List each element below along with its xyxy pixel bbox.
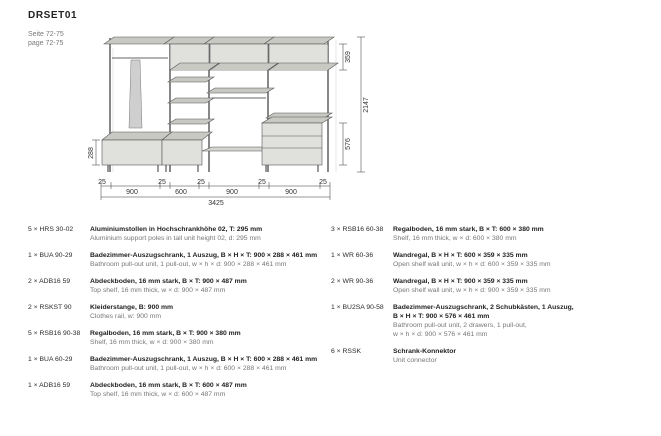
pullout-unit <box>102 140 162 165</box>
part-qty: 5 × RSB16 90-38 <box>28 330 81 337</box>
part-desc-de: Abdeckboden, 16 mm stark, B × T: 900 × 487 mm <box>90 278 247 285</box>
shelf <box>168 77 214 82</box>
part-desc-de: Regalboden, 16 mm stark, B × T: 600 × 380 mm <box>393 226 544 233</box>
part-desc-de: Badezimmer-Auszugschrank, 2 Schubkästen, 1 Auszug, <box>393 304 574 311</box>
shelf <box>207 88 274 93</box>
wall-shelf-height-label: 359 <box>345 51 352 63</box>
part-desc-en: Bathroom pull-out unit, 1 pull-out, w × h × d: 900 × 288 × 461 mm <box>90 261 287 268</box>
part-item <box>331 251 631 269</box>
set-title: DRSET01 <box>28 10 78 21</box>
wall-shelf-units <box>170 44 338 70</box>
unit-feet <box>108 165 318 172</box>
part-desc-de: Regalboden, 16 mm stark, B × T: 900 × 380 mm <box>90 330 241 337</box>
part-qty: 5 × HRS 30-02 <box>28 226 74 233</box>
page-ref-de: Seite 72-75 <box>28 31 64 38</box>
top-shelf <box>204 37 274 44</box>
part-qty: 1 × BU2SA 90-58 <box>331 304 384 311</box>
part-desc-de: Wandregal, B × H × T: 600 × 359 × 335 mm <box>393 252 528 259</box>
width-label: 900 <box>285 189 297 196</box>
width-label: 600 <box>175 189 187 196</box>
part-qty: 1 × WR 60-36 <box>331 252 374 259</box>
top-shelf <box>104 37 174 44</box>
page-ref-en: page 72-75 <box>28 40 64 47</box>
total-height-label: 2147 <box>363 97 370 113</box>
part-desc-de: Badezimmer-Auszugschrank, 1 Auszug, B × H × T: 600 × 288 × 461 mm <box>90 356 318 363</box>
part-item <box>28 381 328 399</box>
part-qty: 3 × RSB16 60-38 <box>331 226 384 233</box>
parts-list-right <box>331 225 631 373</box>
part-qty: 2 × ADB16 59 <box>28 278 71 285</box>
part-qty: 6 × RSSK <box>331 348 362 355</box>
width-label: 25 <box>258 179 266 186</box>
part-item <box>28 329 328 347</box>
part-desc-de: Wandregal, B × H × T: 900 × 359 × 335 mm <box>393 278 528 285</box>
part-desc-de-line2: B × H × T: 900 × 576 × 461 mm <box>393 313 490 320</box>
width-labels <box>98 179 327 207</box>
part-desc-de: Abdeckboden, 16 mm stark, B × T: 600 × 487 mm <box>90 382 247 389</box>
top-shelf <box>264 37 334 44</box>
part-item <box>331 303 631 339</box>
shelf <box>168 119 214 124</box>
part-item <box>28 303 328 321</box>
width-label: 900 <box>126 189 138 196</box>
part-item <box>331 347 631 365</box>
part-desc-en: Top shelf, 16 mm thick, w × d: 900 × 487 mm <box>90 287 226 294</box>
part-desc-en-line2: w × h × d: 900 × 576 × 461 mm <box>393 331 488 338</box>
part-qty: 2 × RSKST 90 <box>28 304 72 311</box>
drawer-unit-top <box>262 117 332 123</box>
part-desc-en: Shelf, 16 mm thick, w × d: 900 × 380 mm <box>90 339 214 346</box>
width-label: 25 <box>158 179 166 186</box>
part-item <box>28 277 328 295</box>
width-label: 25 <box>98 179 106 186</box>
pullout-unit <box>162 140 202 165</box>
drawer-unit-height-label: 576 <box>345 138 352 150</box>
part-desc-en: Shelf, 16 mm thick, w × d: 600 × 380 mm <box>393 235 517 242</box>
part-desc-de: Badezimmer-Auszugschrank, 1 Auszug, B × H × T: 900 × 288 × 461 mm <box>90 252 318 259</box>
part-item <box>28 251 328 269</box>
width-label: 900 <box>226 189 238 196</box>
part-desc-en: Top shelf, 16 mm thick, w × d: 600 × 487 mm <box>90 391 226 398</box>
hanging-garment <box>129 60 142 128</box>
part-desc-en: Aluminium support poles in tall unit height 02, d: 295 mm <box>90 235 261 242</box>
part-qty: 2 × WR 90-36 <box>331 278 374 285</box>
shelf <box>168 98 214 103</box>
drawer-unit <box>262 123 322 165</box>
part-desc-en: Bathroom pull-out unit, 2 drawers, 1 pull-out, <box>393 322 527 329</box>
width-label: 25 <box>197 179 205 186</box>
part-item <box>331 225 631 243</box>
wardrobe-illustration <box>102 37 338 172</box>
part-item <box>331 277 631 295</box>
part-desc-de: Aluminiumstollen in Hochschrankhöhe 02, T: 295 mm <box>90 226 263 233</box>
width-label: 25 <box>319 179 327 186</box>
part-qty: 1 × ADB16 59 <box>28 382 71 389</box>
part-desc-en: Unit connector <box>393 357 437 364</box>
pullout-height-label: 288 <box>88 147 95 159</box>
part-desc-en: Clothes rail, w: 900 mm <box>90 313 162 320</box>
part-item <box>28 225 328 243</box>
part-item <box>28 355 328 373</box>
part-desc-de: Schrank-Konnektor <box>393 348 457 355</box>
part-qty: 1 × BUA 90-29 <box>28 252 73 259</box>
part-desc-de: Kleiderstange, B: 900 mm <box>90 304 174 311</box>
parts-list-left <box>28 225 328 407</box>
part-desc-en: Open shelf wall unit, w × h × d: 900 × 359 × 335 mm <box>393 287 551 294</box>
part-desc-en: Open shelf wall unit, w × h × d: 600 × 359 × 335 mm <box>393 261 551 268</box>
part-qty: 1 × BUA 60-29 <box>28 356 73 363</box>
top-shelves <box>104 37 334 44</box>
part-desc-en: Bathroom pull-out unit, 1 pull-out, w × h × d: 600 × 288 × 461 mm <box>90 365 287 372</box>
total-width-label: 3425 <box>208 200 224 207</box>
